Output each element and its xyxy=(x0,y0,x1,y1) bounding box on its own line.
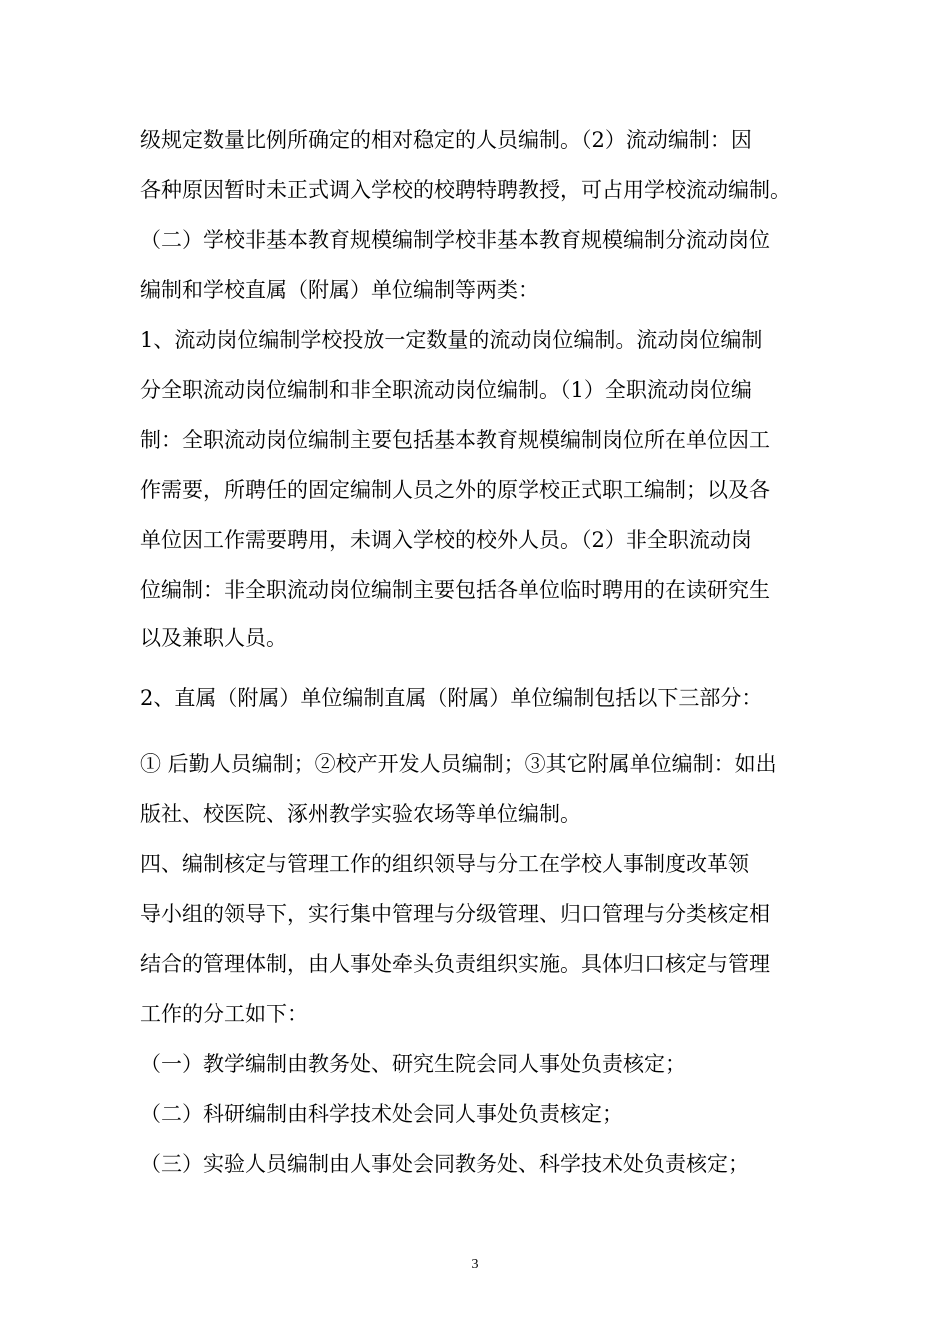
text-line: ① 后勤人员编制；②校产开发人员编制；③其它附属单位编制：如出 xyxy=(140,752,777,776)
page-number: 3 xyxy=(471,1257,479,1272)
text-line: （三）实验人员编制由人事处会同教务处、科学技术处负责核定； xyxy=(140,1152,749,1176)
text-line: 导小组的领导下，实行集中管理与分级管理、归口管理与分类核定相 xyxy=(140,902,770,926)
text-line: 1、流动岗位编制学校投放一定数量的流动岗位编制。流动岗位编制 xyxy=(140,328,763,352)
text-line: 位编制：非全职流动岗位编制主要包括各单位临时聘用的在读研究生 xyxy=(140,578,770,602)
text-line: （二）学校非基本教育规模编制学校非基本教育规模编制分流动岗位 xyxy=(140,228,770,252)
text-line: 版社、校医院、涿州教学实验农场等单位编制。 xyxy=(140,802,581,826)
text-line: （一）教学编制由教务处、研究生院会同人事处负责核定； xyxy=(140,1052,686,1076)
text-line: 以及兼职人员。 xyxy=(140,626,287,650)
text-line: 四、编制核定与管理工作的组织领导与分工在学校人事制度改革领 xyxy=(140,852,749,876)
text-line: 分全职流动岗位编制和非全职流动岗位编制。（1）全职流动岗位编 xyxy=(140,378,752,402)
text-line: 工作的分工如下： xyxy=(140,1002,308,1026)
text-line: 级规定数量比例所确定的相对稳定的人员编制。（2）流动编制：因 xyxy=(140,128,752,152)
text-line: 单位因工作需要聘用，未调入学校的校外人员。（2）非全职流动岗 xyxy=(140,528,752,552)
text-line: 编制和学校直属（附属）单位编制等两类： xyxy=(140,278,539,302)
text-line: 各种原因暂时未正式调入学校的校聘特聘教授，可占用学校流动编制。 xyxy=(140,178,791,202)
text-line: 作需要，所聘任的固定编制人员之外的原学校正式职工编制；以及各 xyxy=(140,478,770,502)
text-line: 2、直属（附属）单位编制直属（附属）单位编制包括以下三部分： xyxy=(140,686,763,710)
text-line: 制：全职流动岗位编制主要包括基本教育规模编制岗位所在单位因工 xyxy=(140,428,770,452)
text-line: （二）科研编制由科学技术处会同人事处负责核定； xyxy=(140,1102,623,1126)
text-line: 结合的管理体制，由人事处牵头负责组织实施。具体归口核定与管理 xyxy=(140,952,770,976)
